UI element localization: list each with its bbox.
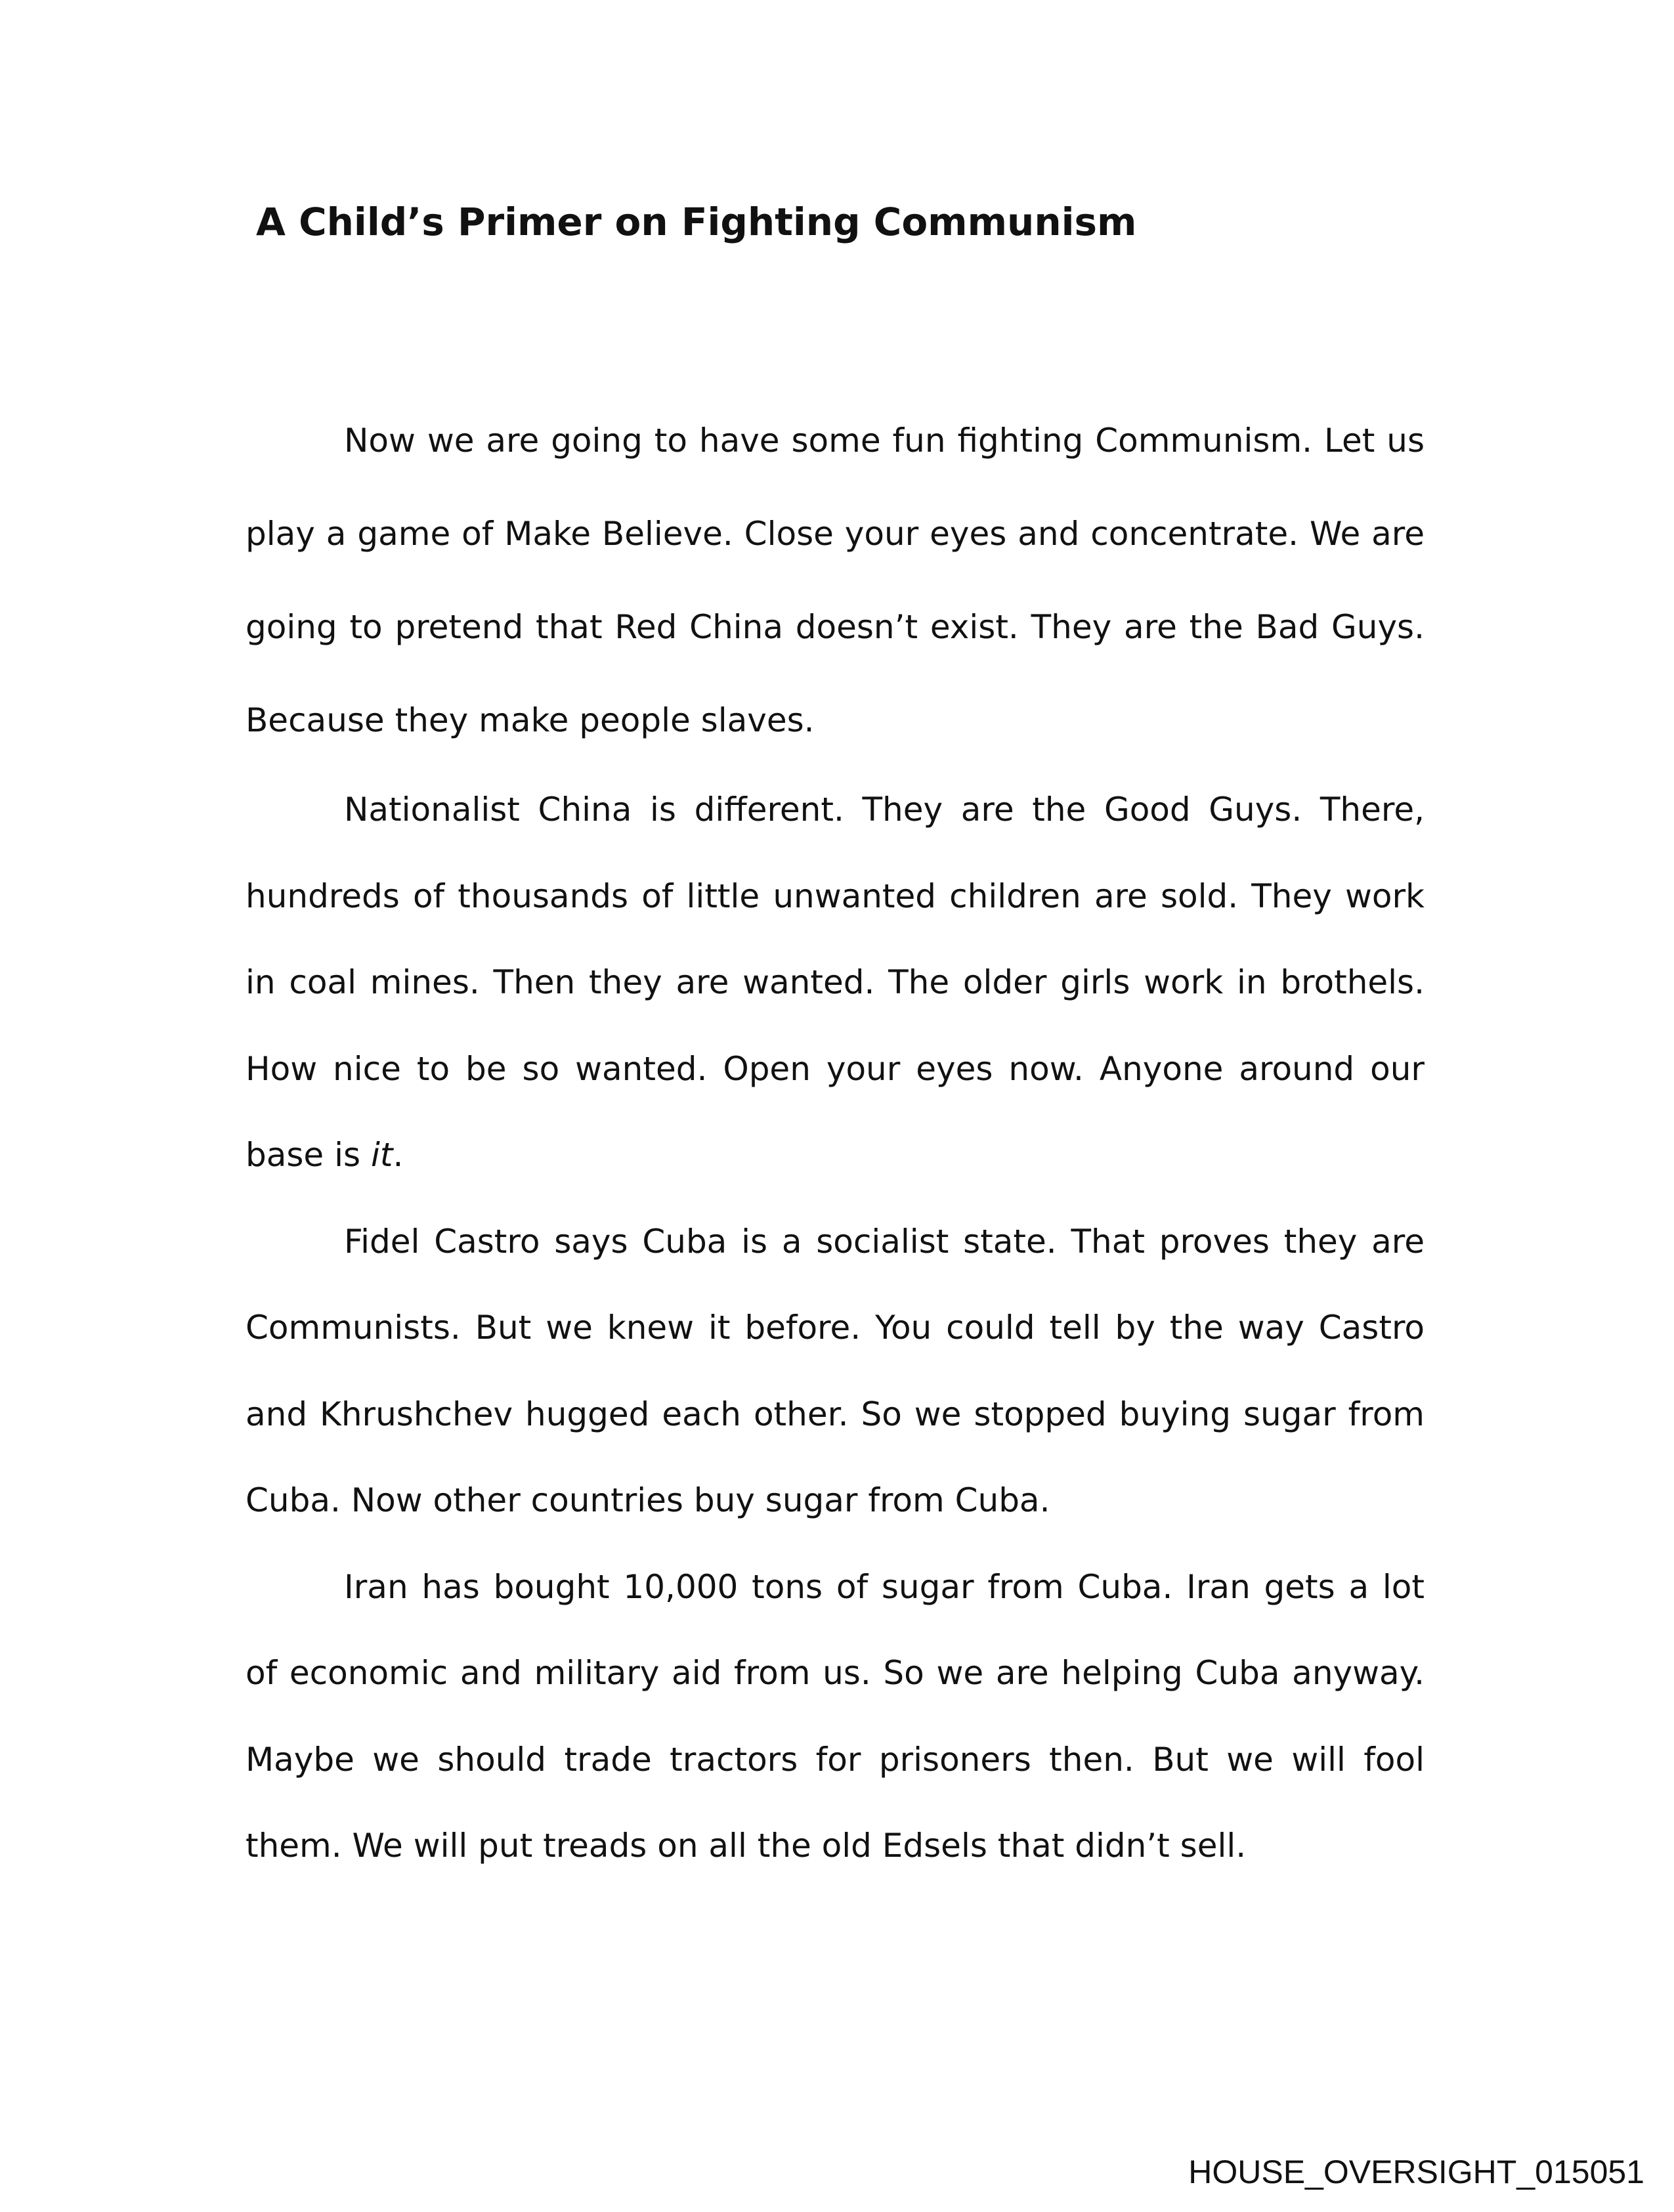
- paragraph-2: [246, 767, 1425, 1199]
- bates-number: HOUSE_OVERSIGHT_015051: [1188, 2154, 1644, 2190]
- document-title: A Child’s Primer on Fighting Communism: [256, 200, 1137, 244]
- paragraph-2-end-punct: .: [393, 1136, 404, 1174]
- paragraph-2-text: Nationalist China is different. They are the Good Guys. There, hundreds of thousands of little unwanted children are sold. They work in coal mines. Then they are wanted. The older girls work in brothels. How nice to be so wanted. Open your eyes now. Anyone around our base is: [246, 791, 1425, 1174]
- paragraph-3: Fidel Castro says Cuba is a socialist state. That proves they are Communists. But we knew it before. You could tell by the way Castro and Khrushchev hugged each other. So we stopped buying sugar from Cuba. Now other countries buy sugar from Cuba.: [246, 1222, 1425, 1519]
- document-body: [246, 394, 1425, 1890]
- paragraph-2-italic-word: it: [370, 1136, 393, 1174]
- paragraph-1: Now we are going to have some fun fighting Communism. Let us play a game of Make Believe. Close your eyes and concentrate. We are going to pretend that Red China doesn’t exist. They are the Bad Guys. Because they make people slaves.: [246, 422, 1425, 739]
- paragraph-4: Iran has bought 10,000 tons of sugar from Cuba. Iran gets a lot of economic and military aid from us. So we are helping Cuba anyway. Maybe we should trade tractors for prisoners then. But we will fool them. We will put treads on all the old Edsels that didn’t sell.: [246, 1567, 1425, 1865]
